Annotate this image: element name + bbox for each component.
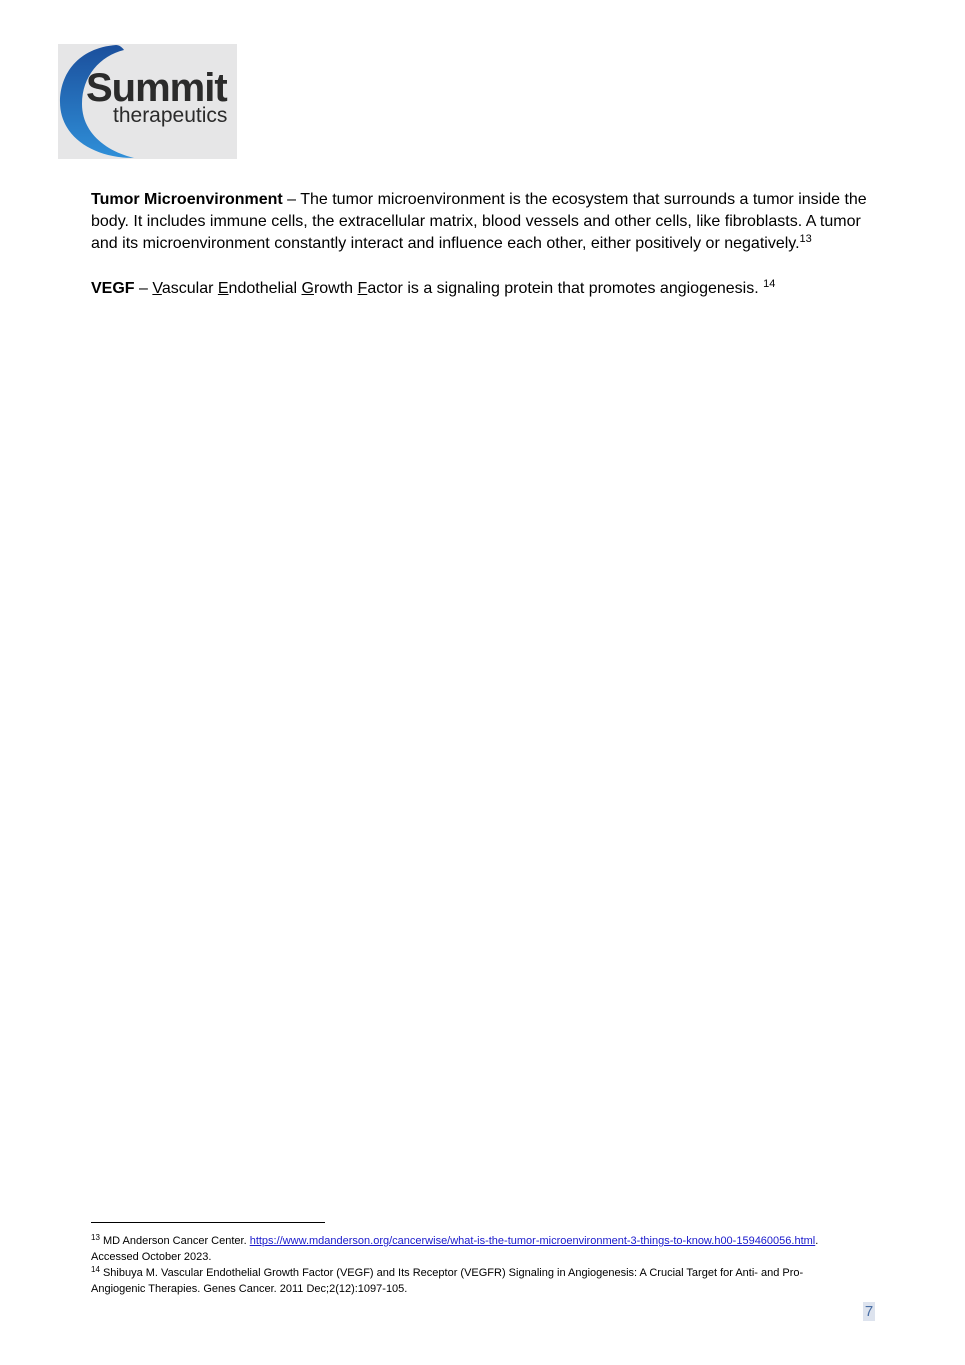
footnote-separator xyxy=(91,1222,325,1223)
definition-term: Tumor Microenvironment xyxy=(91,191,283,208)
footnote-text: Shibuya M. Vascular Endothelial Growth Factor (VEGF) and Its Receptor (VEGFR) Signaling in Angiogenesis: A Crucial Target for Anti- and Pro-Angiogenic Therapies. Genes Cancer. 2011 Dec;2(12):1097-105. xyxy=(91,1267,804,1295)
footnote-number: 14 xyxy=(91,1265,100,1274)
logo-tagline: therapeutics xyxy=(113,104,228,127)
logo-wordmark: Summit xyxy=(86,66,227,110)
definition-text: is a signaling protein that promotes angiogenesis. xyxy=(402,280,764,297)
definition-tumor-microenvironment xyxy=(91,189,875,255)
acronym-letter: E xyxy=(217,280,229,297)
summit-therapeutics-logo xyxy=(58,44,237,159)
acronym-letter: F xyxy=(357,280,368,297)
acronym-letter: V xyxy=(152,280,162,297)
footnote-text: MD Anderson Cancer Center. xyxy=(99,1235,250,1247)
acronym-rest: ndothelial xyxy=(228,280,302,297)
page-number: 7 xyxy=(864,1303,874,1320)
footnote-number: 13 xyxy=(91,1233,100,1242)
definition-term: VEGF xyxy=(91,280,135,297)
definition-text: The tumor microenvironment is the ecosystem that surrounds a tumor inside the body. It includes immune cells, the extracellular matrix, blood vessels and other cells, like fibroblasts. A tumor and its microenvironment constantly interact and influence each other, either positively or negatively. xyxy=(91,191,867,252)
definition-vegf xyxy=(91,278,875,300)
footnote-link[interactable]: https://www.mdanderson.org/cancerwise/what-is-the-tumor-microenvironment-3-things-to-know.h00-159460056.html xyxy=(249,1235,816,1247)
footnotes xyxy=(91,1233,851,1297)
footnote-13 xyxy=(91,1233,851,1265)
acronym-letter: G xyxy=(301,280,314,297)
acronym-rest: ascular xyxy=(161,280,218,297)
acronym-rest: rowth xyxy=(313,280,358,297)
footnote-reference[interactable]: 13 xyxy=(799,233,812,245)
definition-separator: – xyxy=(134,280,153,297)
footnote-text: . Accessed October 2023. xyxy=(91,1235,819,1263)
footnote-reference[interactable]: 14 xyxy=(763,278,776,290)
definition-separator: – xyxy=(282,191,301,208)
footnote-14 xyxy=(91,1265,851,1297)
acronym-rest: actor xyxy=(367,280,403,297)
